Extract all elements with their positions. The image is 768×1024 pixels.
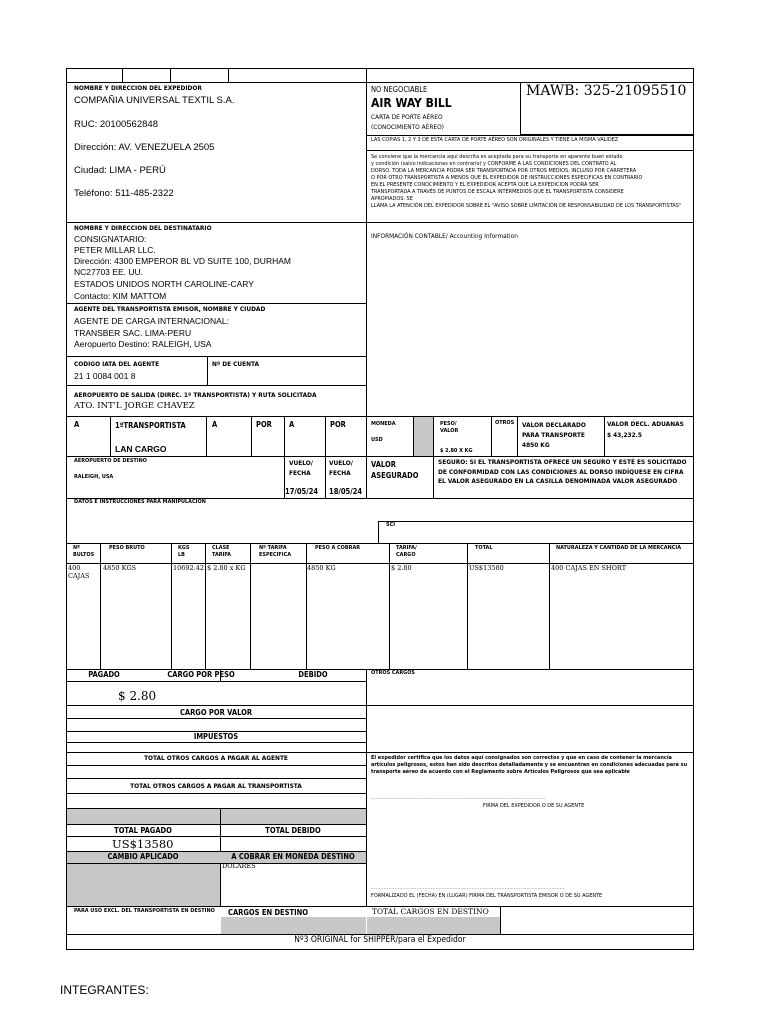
col-clase-tarifa: CLASE TARIFA <box>212 545 232 558</box>
rule <box>433 456 434 498</box>
total-debido-label: TOTAL DEBIDO <box>265 826 321 835</box>
valor-declarado: VALOR DECLARADO PARA TRANSPORTE 4850 KG <box>522 421 586 449</box>
shipper-ruc: RUC: 20100562848 <box>74 119 158 130</box>
rule <box>549 543 550 669</box>
col-naturaleza: NATURALEZA Y CANTIDAD DE LA MERCANCIA <box>556 545 682 551</box>
cargos-destino-shade <box>221 917 366 934</box>
awb-subtitle-1: CARTA DE PORTE AÉREO <box>371 113 443 121</box>
rule <box>66 836 366 837</box>
rule <box>433 416 434 456</box>
cell-total: US$13580 <box>469 564 504 572</box>
signature-label: FIRMA DEL EXPEDIDOR O DE SU AGENTE <box>483 803 585 809</box>
total-pagado-amount: US$13580 <box>112 837 174 851</box>
rule <box>378 521 694 522</box>
shipper-address: Dirección: AV. VENEZUELA 2505 <box>74 142 215 153</box>
route-a3: A <box>289 420 295 429</box>
terms-line: EN EL PRESENTE CONOCIMIENTO Y EL EXPEDIDOR ACEPTA QUE LA EXPEDICION PODRÁ SER <box>371 182 599 188</box>
terms-line: LLAMA LA ATENCIÓN DEL EXPEDIDOR SOBRE EL "AVISO SOBRE LIMITACIÓN DE RESPONSABILIDAD DE LOS TRANSPORTISTAS" <box>371 203 682 209</box>
rate: $ 2.80 X KG <box>440 448 473 454</box>
rule <box>66 793 366 794</box>
rule <box>500 906 501 934</box>
no-negociable: NO NEGOCIABLE <box>371 85 428 94</box>
moneda-label: MONEDA <box>371 421 396 427</box>
seguro-note: SEGURO: SI EL TRANSPORTISTA OFRECE UN SEGURO Y ESTÉ ES SOLICITADO DE CONFORMIDAD CON LAS CONDICIONES AL DORSO INDÍQUESE EN CIFRA EL VALOR ASEGURADO EN LA CASILLA DENOMINADA VALOR ASEGURADO <box>438 458 687 485</box>
cell-peso-bruto: 4850 KGS <box>103 564 137 572</box>
rule <box>66 752 694 753</box>
col-kgs-lb: KGS LB <box>178 545 190 558</box>
vuelo-fecha-1: VUELO/ FECHA <box>289 459 313 477</box>
dolares-label: DOLARES <box>222 862 256 870</box>
consignee-line: ESTADOS UNIDOS NORTH CAROLINE-CARY <box>74 279 254 289</box>
top-strip-divider <box>170 68 171 82</box>
rule <box>66 808 366 809</box>
rule <box>66 824 366 825</box>
rule <box>66 385 366 386</box>
destination-label: AEROPUERTO DE DESTINO <box>74 458 147 464</box>
vuelo-fecha-2: VUELO/ FECHA <box>329 459 353 477</box>
cell-peso-cobrar: 4850 KG <box>307 564 336 572</box>
consignee-line: PETER MILLAR LLC. <box>74 245 156 255</box>
col-total: TOTAL <box>475 545 493 551</box>
cambio-label: CAMBIO APLICADO <box>107 852 179 861</box>
rule <box>66 778 366 779</box>
agent-line: Aeropuerto Destino: RALEIGH, USA <box>74 339 212 349</box>
rule <box>366 222 694 223</box>
total-cargos-destino-shade <box>367 917 500 934</box>
rule <box>171 543 172 669</box>
terms-line: y condición (salvo indicaciones en contrario) y CONFORME A LAS CONDICIONES DEL CONTRATO AL <box>371 161 617 167</box>
certification-text: El expedidor certifica que los datos aquí consignados son correctos y que en caso de contener la mercancía artículos peligrosos, estos han sido descritos detalladamente y se encuentran en condiciones adecuadas para su transporte aéreo de acuerdo con el Reglamento sobre Artículos Peligrosos que sea aplicable <box>371 755 688 775</box>
rule <box>325 416 326 456</box>
rule <box>378 521 379 543</box>
cell-tarifa: $ 2.80 <box>391 564 412 572</box>
route-por2: POR <box>330 420 346 429</box>
route-a1: A <box>74 420 80 429</box>
consignee-line: Contacto: KIM MATTOM <box>74 291 167 301</box>
departure-label: AEROPUERTO DE SALIDA (DIREC. 1º TRANSPORTISTA) Y RUTA SOLICITADA <box>74 391 317 399</box>
cargo-por-valor-label: CARGO POR VALOR <box>179 708 253 717</box>
fecha-1: 17/05/24 <box>285 487 319 496</box>
awb-title: AIR WAY BILL <box>371 96 452 110</box>
pagado-amount: $ 2.80 <box>118 689 157 703</box>
col-bultos: Nº BULTOS <box>73 545 95 558</box>
top-strip-divider <box>228 68 229 82</box>
first-carrier-label: 1ºTRANSPORTISTA <box>115 421 186 430</box>
iata-code: 21 1 0084 001 8 <box>74 371 136 381</box>
cell-naturaleza: 400 CAJAS EN SHORT <box>551 564 627 572</box>
rule <box>66 705 366 706</box>
peso-valor-shade <box>414 417 433 456</box>
consignee-line: NC27703 EE. UU. <box>74 267 143 277</box>
rule <box>366 150 694 151</box>
shipper-company: COMPAÑIA UNIVERSAL TEXTIL S.A. <box>74 95 235 106</box>
rule <box>467 543 468 669</box>
col-tarifa-especifica: Nº TARIFA ESPECIFICA <box>259 545 292 558</box>
rule <box>604 416 605 456</box>
rule <box>100 543 101 669</box>
handling-label: DATOS E INSTRUCCIONES PARA MANIPULACION <box>74 499 206 505</box>
rule <box>66 718 366 719</box>
rule <box>491 416 492 456</box>
col-peso-bruto: PESO BRUTO <box>109 545 145 551</box>
otros-cargos-label: OTROS CARGOS <box>371 670 415 676</box>
consignee-label: NOMBRE Y DIRECCION DEL DESTINATARIO <box>74 224 212 232</box>
rule <box>66 765 366 766</box>
route-a2: A <box>212 420 218 429</box>
rule <box>284 416 285 456</box>
iata-label: CODIGO IATA DEL AGENTE <box>74 360 160 368</box>
terms-line: O POR OTRO TRANSPORTISTA A MENOS QUE EL EXPEDIDOR DE INSTRUCCIONES ESPECIFICAS EN CONTRARIO <box>371 175 643 181</box>
signature-line: ............................................................................................................... <box>371 795 546 801</box>
accounting-info: INFORMACIÓN CONTABLE/ Accounting Information <box>371 232 518 240</box>
terms <box>371 154 689 210</box>
impuestos-label: IMPUESTOS <box>193 732 239 741</box>
copies-note: LAS COPIAS 1, 2 Y 3 DE ESTA CARTA DE PORTE AÉREO SON ORIGINALES Y TIENE LA MISMA VALIDEZ <box>371 137 619 143</box>
col-tarifa-cargo: TARIFA/ CARGO <box>396 545 417 558</box>
total-cargos-destino-label: TOTAL CARGOS EN DESTINO <box>372 907 489 916</box>
cambio-shade <box>67 864 220 906</box>
terms-line: APROPIADOS. SE <box>371 196 413 202</box>
sci-label: SCI <box>386 522 396 528</box>
peso-valor: PESO/ VALOR <box>440 421 459 434</box>
cell-bultos: 400 CAJAS <box>68 564 90 580</box>
otros-label: OTROS <box>495 420 515 426</box>
rule <box>306 543 307 669</box>
total-transportista-shade <box>67 808 366 824</box>
rule <box>366 705 694 706</box>
rule <box>66 543 694 544</box>
rule <box>517 416 518 456</box>
rule <box>207 356 208 385</box>
departure-value: ATO. INT'L JORGE CHAVEZ <box>74 401 195 411</box>
carrier-signature-label: FORMALIZADO EL (FECHA) EN (LUGAR) FIRMA DEL TRANSPORTISTA EMISOR O DE SU AGENTE <box>371 893 603 899</box>
pagado-label: PAGADO <box>88 670 120 679</box>
top-strip-divider <box>122 68 123 82</box>
integrantes-label: INTEGRANTES: <box>60 983 149 997</box>
rule <box>366 456 367 498</box>
main-divider <box>366 68 367 416</box>
rule <box>110 416 111 456</box>
valor-asegurado: VALOR ASEGURADO <box>371 460 419 480</box>
rule <box>366 135 694 136</box>
rule <box>66 356 366 357</box>
col-peso-cobrar: PESO A COBRAR <box>315 545 361 551</box>
a-cobrar-label: A COBRAR EN MONEDA DESTINO <box>231 852 355 861</box>
terms-line: TRANSPORTADA A TRAVÉS DE PUNTOS DE ESCALA INTERMEDIOS QUE EL TRANSPORTISTA CONSIDERE <box>371 189 624 195</box>
total-pagado-label: TOTAL PAGADO <box>114 826 172 835</box>
rule <box>66 303 366 304</box>
debido-label: DEBIDO <box>298 670 328 679</box>
agent-line: AGENTE DE CARGA INTERNACIONAL: <box>74 316 229 326</box>
rule <box>66 456 694 457</box>
awb-subtitle-2: (CONOCIMIENTO AÉREO) <box>371 123 444 131</box>
cargo-por-peso-label: CARGO POR PESO <box>167 670 235 679</box>
shipper-city: Ciudad: LIMA - PERÚ <box>74 165 166 176</box>
carrier-line: ........................................................................................................................... <box>371 885 565 891</box>
rule <box>66 416 694 417</box>
fecha-2: 18/05/24 <box>329 487 363 496</box>
total-agente-label: TOTAL OTROS CARGOS A PAGAR AL AGENTE <box>144 754 288 762</box>
original-note: Nº3 ORIGINAL for SHIPPER/para el Expedidor <box>294 935 466 945</box>
consignee-line: Dirección: 4300 EMPEROR BL VD SUITE 100, DURHAM <box>74 256 291 266</box>
rule <box>389 543 390 669</box>
rule <box>66 681 366 682</box>
uso-excl-label: PARA USO EXCL. DEL TRANSPORTISTA EN DESTINO <box>74 908 215 914</box>
mawb-number: MAWB: 325-21095510 <box>526 83 687 99</box>
carrier-name: LAN CARGO <box>115 444 167 454</box>
rule <box>325 456 326 498</box>
rule <box>250 543 251 669</box>
consignee-line: CONSIGNATARIO: <box>74 234 147 244</box>
valor-aduanas-amount: $ 43,232.5 <box>607 431 642 439</box>
currency: USD <box>371 437 383 443</box>
agent-label: AGENTE DEL TRANSPORTISTA EMISOR, NOMBRE Y CIUDAD <box>74 305 266 313</box>
rule <box>66 222 366 223</box>
total-transportista-label: TOTAL OTROS CARGOS A PAGAR AL TRANSPORTISTA <box>130 782 302 790</box>
cell-clase: $ 2.80 x KG <box>207 564 246 572</box>
route-por1: POR <box>256 420 272 429</box>
terms-line: Se conviene que la mercancía aquí descrita es aceptada para su transporte en aparente buen estado <box>371 154 623 160</box>
rule <box>205 543 206 669</box>
cargos-destino-label: CARGOS EN DESTINO <box>228 908 309 917</box>
terms-line: DORSO. TODA LA MERCANCIA PODRA SER TRANSPORTADA POR OTROS MEDIOS, INCLUSO POR CARRETERA <box>371 168 637 174</box>
rule <box>251 416 252 456</box>
valor-aduanas: VALOR DECL. ADUANAS <box>607 420 684 428</box>
destination-value: RALEIGH, USA <box>74 474 114 480</box>
cell-kgs: 10692.42 <box>173 564 205 572</box>
shipper-label: NOMBRE Y DIRECCION DEL EXPEDIDOR <box>74 84 202 92</box>
account-label: Nº DE CUENTA <box>212 360 260 368</box>
shipper-phone: Teléfono: 511-485-2322 <box>74 188 174 199</box>
agent-line: TRANSBER SAC. LIMA-PERU <box>74 328 192 338</box>
rule <box>206 416 207 456</box>
rule <box>366 416 367 456</box>
rule <box>66 742 366 743</box>
